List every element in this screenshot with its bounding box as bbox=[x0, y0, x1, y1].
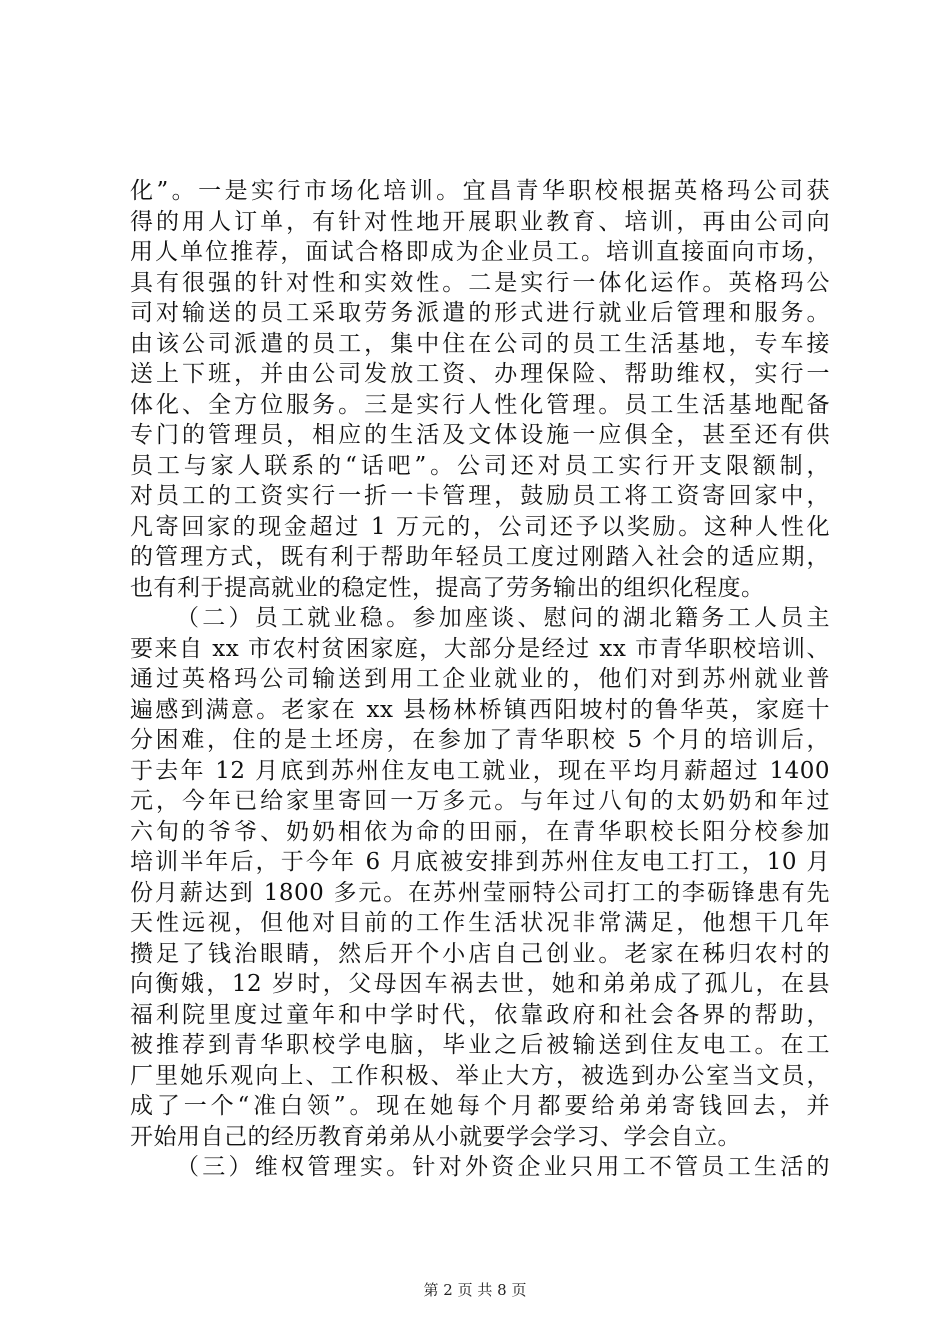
document-body bbox=[130, 176, 830, 1183]
text-line: 天性远视，但他对目前的工作生活状况非常满足，他想干几年 bbox=[130, 910, 830, 936]
text-line: 份月薪达到 1800 多元。在苏州莹丽特公司打工的李砺锋患有先 bbox=[130, 879, 830, 906]
text-line: 的管理方式，既有利于帮助年轻员工度过刚踏入社会的适应期， bbox=[130, 544, 830, 570]
text-line: 也有利于提高就业的稳定性，提高了劳务输出的组织化程度。 bbox=[130, 574, 765, 601]
text-line: 开始用自己的经历教育弟弟从小就要学会学习、学会自立。 bbox=[130, 1123, 741, 1150]
text-line: 体化、全方位服务。三是实行人性化管理。员工生活基地配备 bbox=[130, 391, 830, 418]
text-line: 向衡娥，12 岁时，父母因车祸去世，她和弟弟成了孤儿，在县 bbox=[130, 971, 830, 997]
text-line: 成了一个“准白领”。现在她每个月都要给弟弟寄钱回去，并 bbox=[130, 1093, 830, 1119]
text-line: 于去年 12 月底到苏州住友电工就业，现在平均月薪超过 1400 bbox=[130, 757, 830, 784]
text-line: 用人单位推荐，面试合格即成为企业员工。培训直接面向市场， bbox=[130, 239, 830, 265]
text-line: 通过英格玛公司输送到用工企业就业的，他们对到苏州就业普 bbox=[130, 666, 830, 692]
text-line: 攒足了钱治眼睛，然后开个小店自己创业。老家在秭归农村的 bbox=[130, 940, 830, 967]
text-line: 送上下班，并由公司发放工资、办理保险、帮助维权，实行一 bbox=[130, 361, 830, 387]
text-line: 六旬的爷爷、奶奶相依为命的田丽，在青华职校长阳分校参加 bbox=[130, 818, 830, 845]
text-line: 厂里她乐观向上、工作积极、举止大方，被选到办公室当文员， bbox=[130, 1062, 830, 1089]
paragraph-start-line: （二）员工就业稳。参加座谈、慰问的湖北籍务工人员主 bbox=[176, 605, 830, 631]
text-line: 福利院里度过童年和中学时代，依靠政府和社会各界的帮助， bbox=[130, 1001, 830, 1028]
text-line: 司对输送的员工采取劳务派遣的形式进行就业后管理和服务。 bbox=[130, 300, 830, 326]
text-line: 凡寄回家的现金超过 1 万元的，公司还予以奖励。这种人性化 bbox=[130, 513, 830, 540]
text-line: 得的用人订单，有针对性地开展职业教育、培训，再由公司向 bbox=[130, 208, 830, 235]
text-line: 对员工的工资实行一折一卡管理，鼓励员工将工资寄回家中， bbox=[130, 483, 830, 509]
text-line: 被推荐到青华职校学电脑，毕业之后被输送到住友电工。在工 bbox=[130, 1032, 830, 1058]
text-line: 元，今年已给家里寄回一万多元。与年过八旬的太奶奶和年过 bbox=[130, 788, 830, 814]
text-line: 具有很强的针对性和实效性。二是实行一体化运作。英格玛公 bbox=[130, 269, 830, 296]
text-line: 要来自 xx 市农村贫困家庭，大部分是经过 xx 市青华职校培训、 bbox=[130, 635, 830, 662]
text-line: 培训半年后，于今年 6 月底被安排到苏州住友电工打工，10 月 bbox=[130, 849, 830, 875]
paragraph-start-line: （三）维权管理实。针对外资企业只用工不管员工生活的 bbox=[176, 1154, 830, 1180]
text-line: 由该公司派遣的员工，集中住在公司的员工生活基地，专车接 bbox=[130, 330, 830, 357]
text-line: 分困难，住的是土坯房，在参加了青华职校 5 个月的培训后， bbox=[130, 727, 830, 753]
page-number-footer: 第 2 页 共 8 页 bbox=[423, 1281, 527, 1299]
text-line: 化”。一是实行市场化培训。宜昌青华职校根据英格玛公司获 bbox=[130, 178, 830, 204]
text-line: 遍感到满意。老家在 xx 县杨林桥镇西阳坡村的鲁华英，家庭十 bbox=[130, 696, 830, 723]
text-line: 员工与家人联系的“话吧”。公司还对员工实行开支限额制， bbox=[130, 452, 830, 479]
text-line: 专门的管理员，相应的生活及文体设施一应俱全，甚至还有供 bbox=[130, 422, 830, 448]
